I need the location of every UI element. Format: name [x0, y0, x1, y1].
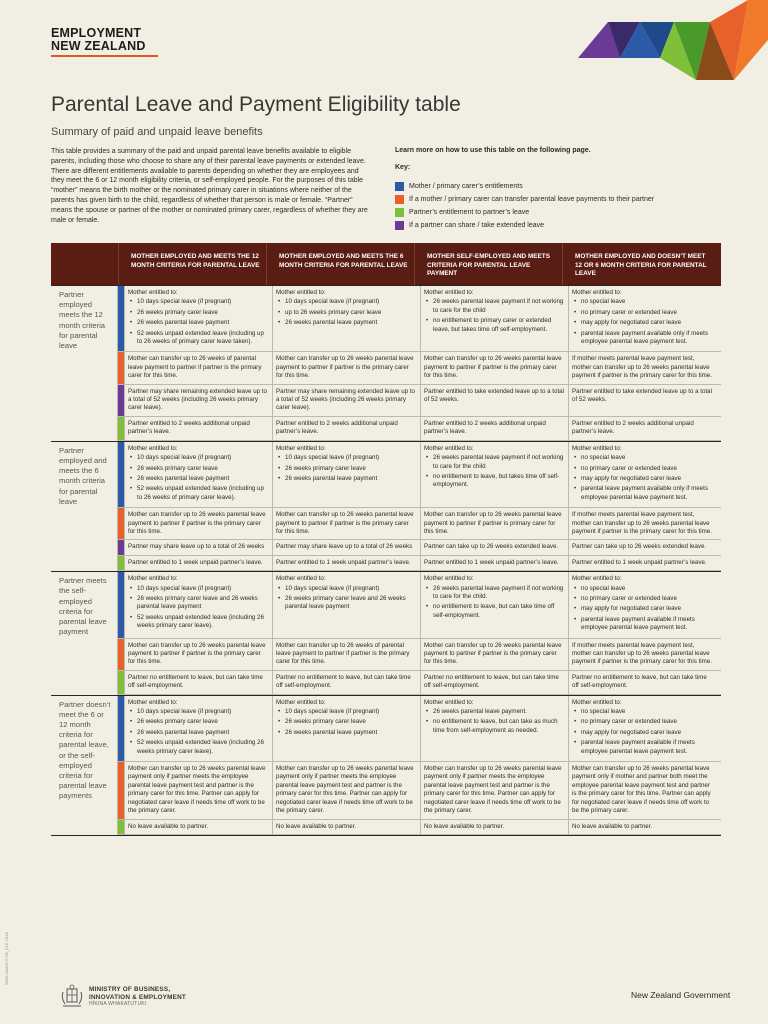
cell-bullet: • 26 weeks parental leave payment: [285, 729, 416, 737]
table-row: [118, 508, 721, 540]
column-header: MOTHER EMPLOYED AND MEETS THE 12 MONTH CRITERIA FOR PARENTAL LEAVE: [118, 243, 266, 285]
logo-line-2: NEW ZEALAND: [51, 39, 146, 53]
cell-text: Partner entitled to 1 week unpaid partner’s leave.: [128, 558, 263, 566]
table-cell: [124, 639, 272, 670]
table-cell: [420, 696, 568, 761]
table-cell: [420, 508, 568, 539]
cell-bullet: • 26 weeks primary carer leave and 26 weeks parental leave payment: [137, 595, 268, 612]
cell-text: Mother entitled to:: [276, 444, 326, 452]
table-cell: [568, 385, 716, 416]
cell-bullet-list: [128, 585, 268, 631]
cell-text: Partner entitled to 2 weeks additional unpaid partner’s leave.: [128, 419, 250, 436]
table-cell: [272, 671, 420, 694]
cell-text: Partner no entitlement to leave, but can take time off self-employment.: [128, 673, 263, 690]
table-row: [118, 639, 721, 671]
table-row: [118, 540, 721, 555]
cell-bullet: • no special leave: [581, 298, 712, 306]
cell-bullet: • 10 days special leave (if pregnant): [137, 454, 268, 462]
section-rows: [118, 572, 721, 694]
page-subtitle: Summary of paid and unpaid leave benefits: [51, 126, 263, 138]
ministry-maori-name: HĪKINA WHAKATUTUKI: [89, 1001, 147, 1008]
cell-bullet-list: [128, 454, 268, 502]
cell-bullet: • 26 weeks parental leave payment if not working to care for the child: [433, 454, 564, 471]
cell-text: Mother can transfer up to 26 weeks parental leave payment to partner if partner is the primary carer for this time.: [424, 355, 562, 380]
cell-bullet: • no entitlement to leave, but takes time off self-employment.: [433, 473, 564, 490]
key-swatch: [395, 221, 404, 230]
table-section: [51, 571, 721, 694]
column-header: MOTHER SELF-EMPLOYED AND MEETS CRITERIA FOR PARENTAL LEAVE PAYMENT: [414, 243, 562, 285]
table-cell: [124, 540, 272, 554]
cell-bullet-list: [424, 298, 564, 334]
cell-bullet: • no primary carer or extended leave: [581, 718, 712, 726]
cell-bullet: • no primary carer or extended leave: [581, 465, 712, 473]
table-cell: [124, 286, 272, 351]
table-cell: [124, 762, 272, 818]
cell-bullet-list: [572, 298, 712, 346]
cell-text: Partner entitled to 1 week unpaid partner’s leave.: [572, 558, 707, 566]
table-cell: [568, 696, 716, 761]
key-swatch: [395, 182, 404, 191]
cell-text: Partner entitled to 2 weeks additional unpaid partner’s leave.: [276, 419, 398, 436]
cell-bullet: • no entitlement to leave, but can take as much time from self-employment as needed.: [433, 718, 564, 735]
cell-bullet: • 10 days special leave (if pregnant): [137, 585, 268, 593]
cell-bullet: • no special leave: [581, 708, 712, 716]
table-cell: [124, 352, 272, 383]
cell-text: Partner may share leave up to a total of 26 weeks: [128, 543, 265, 551]
table-cell: [420, 352, 568, 383]
cell-text: Partner may share remaining extended leave up to a total of 52 weeks (including 26 weeks primary carer leave).: [128, 387, 267, 412]
cell-text: Mother entitled to:: [128, 444, 178, 452]
cell-text: Partner can take up to 26 weeks extended leave.: [424, 543, 559, 551]
nz-coat-of-arms-icon: [60, 984, 84, 1010]
key-title: Key:: [395, 164, 411, 171]
cell-text: Partner entitled to take extended leave up to a total of 52 weeks.: [572, 387, 713, 404]
cell-bullet: • 26 weeks primary carer leave: [137, 465, 268, 473]
cell-bullet: • 26 weeks parental leave payment: [285, 475, 416, 483]
nz-government-logo: New Zealand Government: [631, 990, 731, 1000]
table-cell: [420, 385, 568, 416]
cell-bullet: • 10 days special leave (if pregnant): [285, 585, 416, 593]
cell-text: Mother entitled to:: [424, 575, 474, 583]
cell-bullet: • parental leave payment available if meets employee parental leave payment test.: [581, 616, 712, 633]
table-cell: [420, 556, 568, 570]
page-title: Parental Leave and Payment Eligibility table: [51, 93, 461, 116]
table-cell: [568, 556, 716, 570]
cell-bullet: • 26 weeks parental leave payment: [137, 729, 268, 737]
cell-bullet: • 26 weeks primary carer leave and 26 weeks parental leave payment: [285, 595, 416, 612]
cell-text: No leave available to partner.: [128, 822, 209, 830]
table-row: [118, 671, 721, 695]
table-cell: [124, 696, 272, 761]
table-cell: [420, 442, 568, 507]
cell-bullet-list: [572, 708, 712, 756]
section-rows: [118, 696, 721, 835]
cell-bullet-list: [276, 585, 416, 612]
cell-bullet: • no entitlement to leave, but can take time off self-employment.: [433, 603, 564, 620]
table-section: [51, 441, 721, 571]
table-cell: [568, 540, 716, 554]
logo-underline: [51, 55, 158, 57]
table-row: [118, 385, 721, 417]
cell-text: If mother meets parental leave payment test, mother can transfer up to 26 weeks parental leave payment if partner is the primary carer for this time.: [572, 355, 712, 380]
table-section: [51, 285, 721, 441]
cell-text: Mother entitled to:: [276, 575, 326, 583]
cell-text: Mother can transfer up to 26 weeks parental leave payment to partner if partner is the primary carer for this time.: [276, 511, 414, 535]
cell-text: Partner entitled to 1 week unpaid partner’s leave.: [276, 558, 411, 566]
cell-bullet: • 52 weeks unpaid extended leave (including up to 26 weeks of primary carer leave taken).: [137, 330, 268, 347]
cell-bullet: • 10 days special leave (if pregnant): [137, 708, 268, 716]
ministry-logo: [89, 986, 186, 1009]
table-cell: [568, 820, 716, 834]
cell-text: Mother entitled to:: [276, 289, 326, 296]
cell-text: Mother can transfer up to 26 weeks of parental leave payment to partner if partner is the primary carer for this time.: [128, 355, 262, 380]
table-cell: [420, 286, 568, 351]
table-cell: [272, 385, 420, 416]
cell-text: Partner entitled to 1 week unpaid partner’s leave.: [424, 558, 559, 566]
table-cell: [124, 820, 272, 834]
table-row: [118, 352, 721, 384]
key-item: [395, 206, 654, 219]
cell-bullet-list: [424, 585, 564, 621]
cell-text: Mother entitled to:: [572, 698, 622, 706]
table-cell: [272, 572, 420, 637]
cell-text: Mother entitled to:: [572, 289, 622, 296]
cell-bullet: • parental leave payment available if meets employee parental leave payment test.: [581, 739, 712, 756]
table-cell: [420, 540, 568, 554]
cell-bullet: • 26 weeks primary carer leave: [285, 718, 416, 726]
cell-bullet: • no primary carer or extended leave: [581, 309, 712, 317]
cell-bullet: • 52 weeks unpaid extended leave (including up to 26 weeks of primary carer leave).: [137, 485, 268, 502]
table-cell: [272, 508, 420, 539]
ministry-line-1: MINISTRY OF BUSINESS,: [89, 986, 171, 993]
cell-bullet-list: [128, 298, 268, 346]
table-bottom-rule: [51, 835, 721, 836]
table-cell: [272, 820, 420, 834]
cell-text: Mother can transfer up to 26 weeks parental leave payment only if mother and partner both meet the employee parental leave payment test and partner is the primary carer for this time. Partner can apply for negotiated carer leave if needs time off work to be the primary carer.: [572, 765, 711, 815]
table-cell: [568, 671, 716, 694]
cell-bullet: • 52 weeks unpaid extended leave (including 26 weeks primary carer leave).: [137, 614, 268, 631]
cell-bullet: • 26 weeks parental leave payment if not working to care for the child.: [433, 585, 564, 602]
table-cell: [420, 820, 568, 834]
table-cell: [124, 556, 272, 570]
cell-text: Partner no entitlement to leave, but can take time off self-employment.: [276, 673, 411, 690]
cell-bullet-list: [424, 454, 564, 490]
intro-paragraph: This table provides a summary of the paid and unpaid parental leave benefits available to eligible parents, including those who choose to share any of their parental leave payments or extended leave. There are different entitlements available to parents depending on whether they are employees and they meet the 6 or 12 month eligibility criteria, or self-employed people. For the purposes of this table “mother” means the birth mother or the nominated primary carer in situations where neither of the parents has given birth to the child, regardless of whether that person is male or female. “Partner” means the spouse or partner of the mother or nominated primary carer, regardless of whether they are male or female.: [51, 148, 368, 224]
cell-text: Partner no entitlement to leave, but can take time off self-employment.: [424, 673, 559, 690]
cell-text: Partner entitled to take extended leave up to a total of 52 weeks.: [424, 387, 565, 404]
ministry-line-2: INNOVATION & EMPLOYMENT: [89, 993, 187, 1001]
cell-bullet: • 10 days special leave (if pregnant): [285, 454, 416, 462]
section-rows: [118, 286, 721, 441]
eligibility-table: [51, 243, 721, 836]
cell-text: Partner may share remaining extended leave up to a total of 52 weeks (including 26 weeks primary carer leave).: [276, 387, 415, 412]
cell-text: No leave available to partner.: [276, 822, 357, 830]
cell-text: Mother entitled to:: [424, 698, 474, 706]
cell-text: Mother entitled to:: [572, 575, 622, 583]
cell-bullet: • may apply for negotiated carer leave: [581, 729, 712, 737]
table-section: [51, 695, 721, 835]
cell-bullet: • 26 weeks primary carer leave: [137, 309, 268, 317]
cell-bullet: • 52 weeks unpaid extended leave (including 26 weeks primary carer leave).: [137, 739, 268, 756]
cell-bullet: • may apply for negotiated carer leave: [581, 475, 712, 483]
cell-bullet-list: [572, 585, 712, 633]
table-cell: [568, 352, 716, 383]
column-header: MOTHER EMPLOYED AND DOESN’T MEET 12 OR 6 MONTH CRITERIA FOR PARENTAL LEAVE: [562, 243, 710, 285]
section-rows: [118, 442, 721, 571]
key-label: Mother / primary carer’s entitlements: [409, 183, 523, 190]
table-row: [118, 556, 721, 571]
cell-text: Mother entitled to:: [424, 444, 474, 452]
table-cell: [124, 572, 272, 637]
column-header: MOTHER EMPLOYED AND MEETS THE 6 MONTH CRITERIA FOR PARENTAL LEAVE: [266, 243, 414, 285]
table-cell: [272, 352, 420, 383]
table-cell: [272, 540, 420, 554]
cell-text: Mother can transfer up to 26 weeks parental leave payment to partner if partner is the primary carer for this time.: [128, 511, 266, 535]
cell-text: Mother entitled to:: [572, 444, 622, 452]
cell-text: If mother meets parental leave payment test, mother can transfer up to 26 weeks parental leave payment if partner is the primary carer for this time.: [572, 511, 712, 535]
cell-bullet-list: [128, 708, 268, 756]
table-cell: [272, 762, 420, 818]
table-cell: [124, 442, 272, 507]
cell-bullet: • may apply for negotiated carer leave: [581, 605, 712, 613]
table-cell: [420, 639, 568, 670]
cell-text: Mother can transfer up to 26 weeks parental leave payment to partner if partner is primary carer for this time.: [424, 511, 562, 535]
table-cell: [124, 671, 272, 694]
cell-bullet: • 26 weeks primary carer leave: [137, 718, 268, 726]
cell-bullet: • 26 weeks primary carer leave: [285, 465, 416, 473]
table-cell: [568, 639, 716, 670]
table-cell: [568, 762, 716, 818]
table-cell: [272, 696, 420, 761]
table-row: [118, 696, 721, 762]
cell-text: Mother can transfer up to 26 weeks parental leave payment only if partner meets the employee parental leave payment test and partner is the primary carer for this time. Partner can apply for negotiated carer leave if needs time off work to be the primary carer.: [276, 765, 414, 815]
cell-text: Mother can transfer up to 26 weeks parental leave payment to partner if partner is the primary carer for this time.: [128, 641, 266, 666]
cell-bullet-list: [572, 454, 712, 502]
learn-more-link[interactable]: Learn more on how to use this table on the following page.: [395, 147, 591, 154]
table-cell: [272, 639, 420, 670]
table-cell: [124, 508, 272, 539]
key-label: If a partner can share / take extended leave: [409, 222, 545, 229]
cell-bullet: • no special leave: [581, 585, 712, 593]
cell-bullet: • 26 weeks parental leave payment: [137, 475, 268, 483]
cell-text: No leave available to partner.: [572, 822, 653, 830]
table-cell: [124, 385, 272, 416]
key-label: Partner’s entitlement to partner’s leave: [409, 209, 530, 216]
cell-text: Mother entitled to:: [128, 698, 178, 706]
table-cell: [420, 762, 568, 818]
key-legend: [395, 180, 654, 232]
cell-bullet: • up to 26 weeks primary carer leave: [285, 309, 416, 317]
cell-bullet: • no entitlement to primary carer or extended leave, but takes time off self-employment.: [433, 317, 564, 334]
cell-bullet: • 10 days special leave (if pregnant): [285, 708, 416, 716]
logo-line-1: EMPLOYMENT: [51, 26, 142, 40]
cell-text: Mother can transfer up to 26 weeks parental leave payment only if partner meets the employee parental leave payment test and partner is the primary carer for this time. Partner can apply for negotiated carer leave if needs time off work to be the primary carer.: [128, 765, 266, 815]
table-cell: [568, 417, 716, 440]
cell-bullet-list: [276, 298, 416, 327]
row-group-label: Partner doesn’t meet the 6 or 12 month criteria for parental leave, or the self-employed criteria for parental leave payments: [51, 696, 118, 835]
cell-bullet: • no special leave: [581, 454, 712, 462]
table-cell: [420, 417, 568, 440]
cell-text: Mother can transfer up to 26 weeks of parental leave payment to partner if partner is the primary carer for this time.: [276, 641, 410, 666]
cell-bullet: • parental leave payment available only if meets employee parental leave payment test.: [581, 485, 712, 502]
cell-text: Mother entitled to:: [128, 289, 178, 296]
cell-text: Partner may share leave up to a total of 26 weeks: [276, 543, 413, 551]
cell-text: Mother can transfer up to 26 weeks parental leave payment to partner if partner is the primary carer for this time.: [424, 641, 562, 666]
header-corner: [51, 243, 118, 285]
row-group-label: Partner employed and meets the 6 month criteria for parental leave: [51, 442, 118, 571]
key-swatch: [395, 195, 404, 204]
cell-bullet-list: [276, 454, 416, 483]
table-row: [118, 286, 721, 352]
cell-text: Mother can transfer up to 26 weeks parental leave payment to partner if partner is the primary carer for this time.: [276, 355, 414, 380]
table-cell: [568, 572, 716, 637]
cell-text: Mother entitled to:: [128, 575, 178, 583]
brand-chevron-graphic: [578, 0, 768, 90]
cell-bullet-list: [424, 708, 564, 735]
key-swatch: [395, 208, 404, 217]
table-cell: [568, 508, 716, 539]
employment-nz-logo[interactable]: [51, 27, 146, 53]
key-item: [395, 180, 654, 193]
cell-bullet: • 26 weeks parental leave payment: [285, 319, 416, 327]
cell-text: Mother can transfer up to 26 weeks parental leave payment only if partner meets the employee parental leave payment test and partner is the primary carer for this time. Partner can apply for negotiated carer leave if needs time off work to be the primary carer.: [424, 765, 562, 815]
table-cell: [272, 442, 420, 507]
row-group-label: Partner employed meets the 12 month criteria for parental leave: [51, 286, 118, 441]
cell-text: Partner entitled to 2 weeks additional unpaid partner’s leave.: [424, 419, 546, 436]
cell-text: Mother entitled to:: [276, 698, 326, 706]
cell-text: Partner can take up to 26 weeks extended leave.: [572, 543, 707, 551]
table-row: [118, 417, 721, 441]
cell-bullet: • parental leave payment available only if meets employee parental leave payment test.: [581, 330, 712, 347]
table-row: [118, 762, 721, 819]
table-cell: [420, 572, 568, 637]
table-cell: [420, 671, 568, 694]
table-body: [51, 285, 721, 835]
cell-bullet: • 26 weeks parental leave payment: [137, 319, 268, 327]
cell-text: Partner no entitlement to leave, but can take time off self-employment.: [572, 673, 707, 690]
key-label: If a mother / primary carer can transfer parental leave payments to their partner: [409, 196, 655, 203]
table-cell: [272, 556, 420, 570]
cell-bullet: • may apply for negotiated carer leave: [581, 319, 712, 327]
table-cell: [272, 286, 420, 351]
table-row: [118, 820, 721, 835]
table-header: [51, 243, 721, 285]
cell-bullet: • 26 weeks parental leave payment if not working to care for the child: [433, 298, 564, 315]
cell-text: Mother entitled to:: [424, 289, 474, 296]
cell-text: Partner entitled to 2 weeks additional unpaid partner’s leave.: [572, 419, 694, 436]
document-code: MBIE-MAKO 5795_ELE 2018: [4, 932, 9, 985]
table-cell: [124, 417, 272, 440]
table-cell: [272, 417, 420, 440]
table-cell: [568, 286, 716, 351]
row-group-label: Partner meets the self-employed criteria for parental leave payment: [51, 572, 118, 694]
cell-bullet: • 26 weeks parental leave payment.: [433, 708, 564, 716]
cell-text: If mother meets parental leave payment test, mother can transfer up to 26 weeks parental leave payment if partner is the primary carer for this time.: [572, 641, 712, 666]
cell-bullet: • 10 days special leave (if pregnant): [137, 298, 268, 306]
table-row: [118, 572, 721, 638]
key-item: [395, 219, 654, 232]
cell-bullet: • no primary carer or extended leave: [581, 595, 712, 603]
table-row: [118, 442, 721, 508]
table-cell: [568, 442, 716, 507]
key-item: [395, 193, 654, 206]
cell-bullet-list: [276, 708, 416, 737]
cell-bullet: • 10 days special leave (if pregnant): [285, 298, 416, 306]
cell-text: No leave available to partner.: [424, 822, 505, 830]
